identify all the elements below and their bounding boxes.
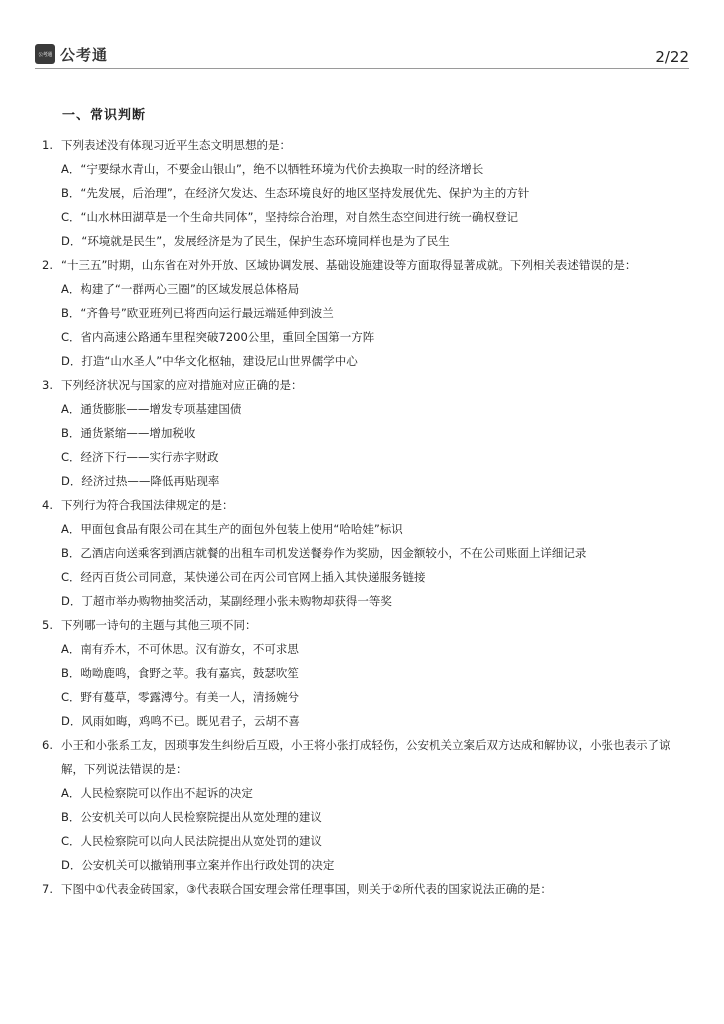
answer-option: D．经济过热——降低再贴现率 xyxy=(61,474,220,488)
question-stem: 下列哪一诗句的主题与其他三项不同： xyxy=(61,618,257,632)
answer-option: C．经济下行——实行赤字财政 xyxy=(61,450,219,464)
answer-option: A．南有乔木，不可休思。汉有游女，不可求思 xyxy=(61,642,299,656)
question-stem: “十三五”时期，山东省在对外开放、区域协调发展、基础设施建设等方面取得显著成就。下列相关表述错误的是： xyxy=(61,258,637,272)
question-stem: 解，下列说法错误的是： xyxy=(61,762,188,776)
question-stem: 下列行为符合我国法律规定的是： xyxy=(61,498,234,512)
question-number: 2. xyxy=(42,258,53,272)
answer-option: C．野有蔓草，零露漙兮。有美一人，清扬婉兮 xyxy=(61,690,300,704)
answer-option: A．“宁要绿水青山，不要金山银山”，绝不以牺牲环境为代价去换取一时的经济增长 xyxy=(61,162,484,176)
answer-option: A．通货膨胀——增发专项基建国债 xyxy=(61,402,242,416)
logo xyxy=(35,44,108,64)
answer-option: C．省内高速公路通车里程突破7200公里，重回全国第一方阵 xyxy=(61,330,375,344)
answer-option: D．丁超市举办购物抽奖活动，某副经理小张未购物却获得一等奖 xyxy=(61,594,392,608)
answer-option: B．通货紧缩——增加税收 xyxy=(61,426,196,440)
answer-option: B．“齐鲁号”欧亚班列已将西向运行最远端延伸到波兰 xyxy=(61,306,334,320)
logo-mark: 公考通 xyxy=(35,44,55,64)
answer-option: B．公安机关可以向人民检察院提出从宽处理的建议 xyxy=(61,810,322,824)
page-number: 2/22 xyxy=(655,48,689,66)
answer-option: B．乙酒店向送乘客到酒店就餐的出租车司机发送餐券作为奖励，因金额较小，不在公司账面上详细记录 xyxy=(61,546,587,560)
page-header xyxy=(35,44,689,69)
question-stem: 下列表述没有体现习近平生态文明思想的是： xyxy=(61,138,291,152)
section-title: 一、常识判断 xyxy=(62,108,147,123)
answer-option: A．人民检察院可以作出不起诉的决定 xyxy=(61,786,253,800)
answer-option: C．经丙百货公司同意，某快递公司在丙公司官网上插入其快递服务链接 xyxy=(61,570,426,584)
question-stem: 小王和小张系工友，因琐事发生纠纷后互殴，小王将小张打成轻伤，公安机关立案后双方达成和解协议，小张也表示了谅 xyxy=(61,738,671,752)
question-number: 1. xyxy=(42,138,53,152)
answer-option: C．“山水林田湖草是一个生命共同体”，坚持综合治理，对自然生态空间进行统一确权登记 xyxy=(61,210,518,224)
answer-option: C．人民检察院可以向人民法院提出从宽处罚的建议 xyxy=(61,834,323,848)
answer-option: A．构建了“一群两心三圈”的区域发展总体格局 xyxy=(61,282,300,296)
question-number: 3. xyxy=(42,378,53,392)
question-stem: 下图中①代表金砖国家，③代表联合国安理会常任理事国，则关于②所代表的国家说法正确的是： xyxy=(61,882,552,896)
answer-option: B．呦呦鹿鸣，食野之苹。我有嘉宾，鼓瑟吹笙 xyxy=(61,666,299,680)
question-number: 6. xyxy=(42,738,53,752)
answer-option: D．公安机关可以撤销刑事立案并作出行政处罚的决定 xyxy=(61,858,335,872)
logo-text: 公考通 xyxy=(60,45,109,64)
answer-option: D．风雨如晦，鸡鸣不已。既见君子，云胡不喜 xyxy=(61,714,300,728)
answer-option: B．“先发展，后治理”，在经济欠发达、生态环境良好的地区坚持发展优先、保护为主的方针 xyxy=(61,186,530,200)
question-stem: 下列经济状况与国家的应对措施对应正确的是： xyxy=(61,378,303,392)
answer-option: A．甲面包食品有限公司在其生产的面包外包装上使用“哈哈娃”标识 xyxy=(61,522,403,536)
answer-option: D．打造“山水圣人”中华文化枢轴，建设尼山世界儒学中心 xyxy=(61,354,358,368)
question-number: 4. xyxy=(42,498,53,512)
question-number: 7. xyxy=(42,882,53,896)
question-number: 5. xyxy=(42,618,53,632)
answer-option: D．“环境就是民生”，发展经济是为了民生，保护生态环境同样也是为了民生 xyxy=(61,234,450,248)
